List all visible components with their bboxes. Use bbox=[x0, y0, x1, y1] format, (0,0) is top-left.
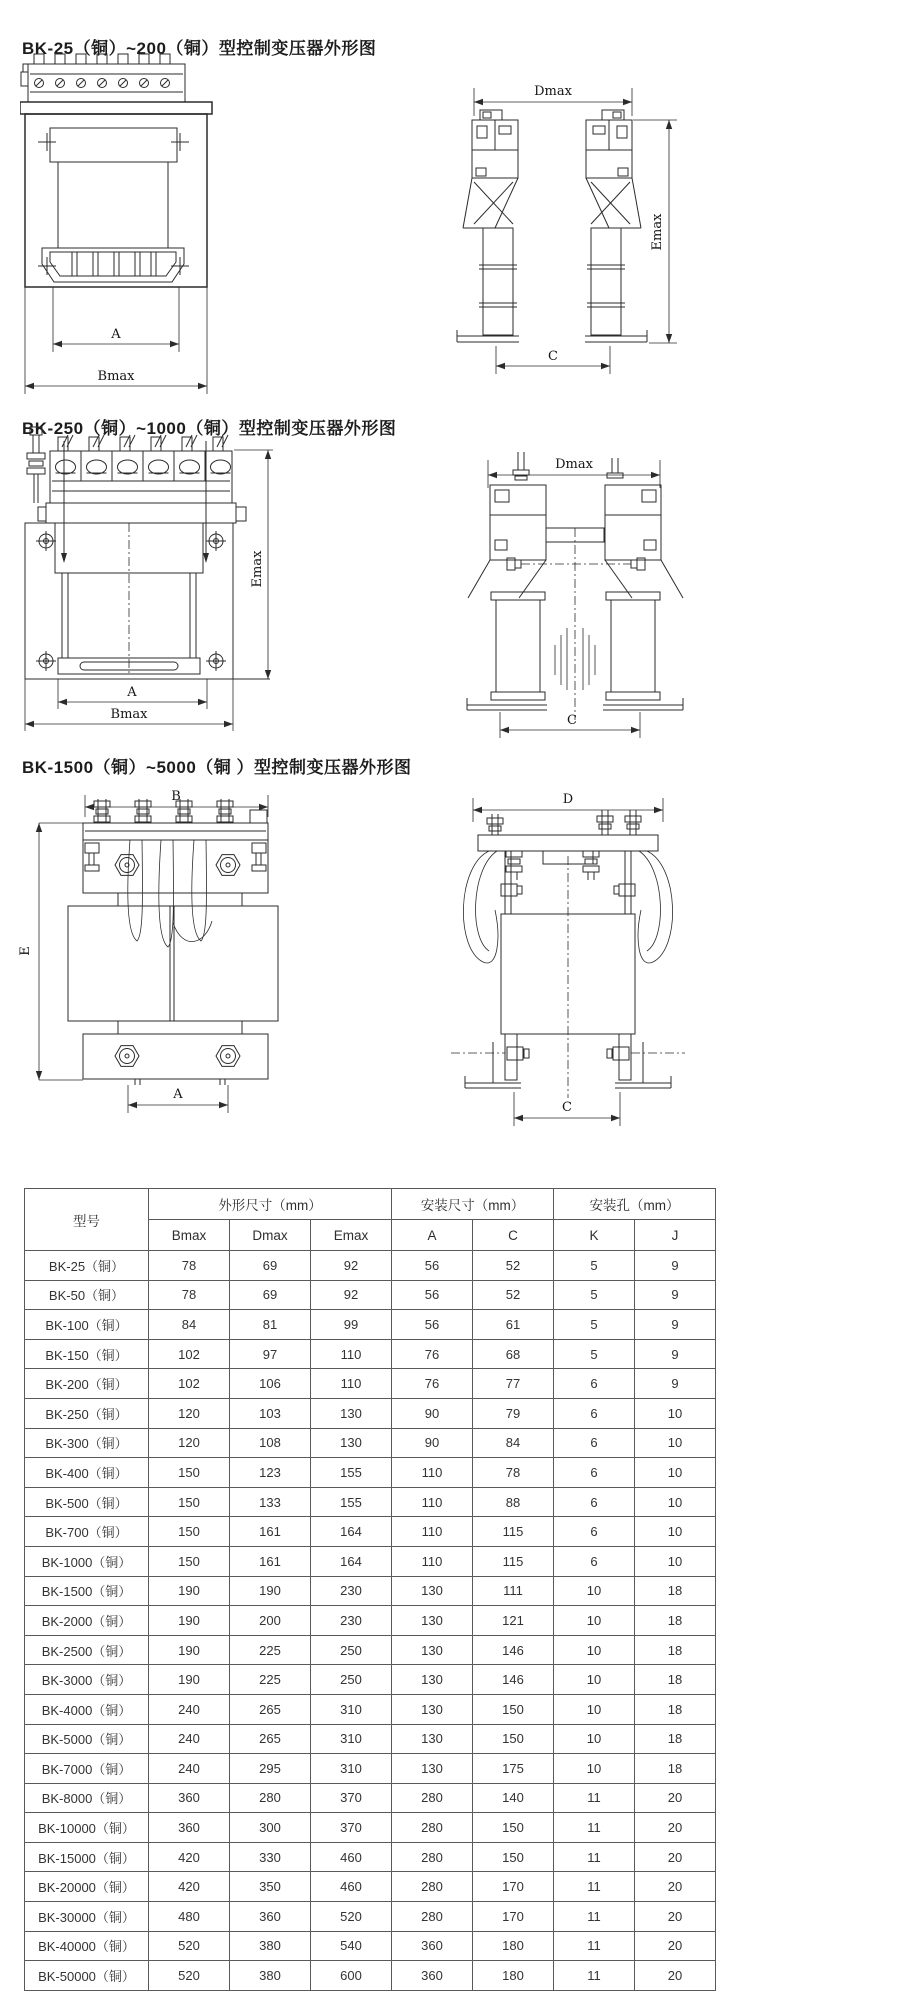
model-cell: BK-700（铜） bbox=[25, 1517, 149, 1547]
value-cell: 150 bbox=[149, 1458, 230, 1488]
value-cell: 520 bbox=[311, 1902, 392, 1932]
col-header-dmax: Dmax bbox=[230, 1220, 311, 1251]
table-row bbox=[25, 1280, 716, 1310]
value-cell: 380 bbox=[230, 1961, 311, 1991]
left-lamination-column bbox=[457, 110, 519, 342]
value-cell: 146 bbox=[473, 1665, 554, 1695]
dimension-c bbox=[514, 1092, 620, 1126]
value-cell: 130 bbox=[392, 1606, 473, 1636]
value-cell: 150 bbox=[473, 1813, 554, 1843]
s3-front-view-drawing bbox=[15, 783, 315, 1121]
value-cell: 110 bbox=[311, 1339, 392, 1369]
value-cell: 97 bbox=[230, 1339, 311, 1369]
value-cell: 250 bbox=[311, 1635, 392, 1665]
value-cell: 78 bbox=[149, 1280, 230, 1310]
value-cell: 5 bbox=[554, 1251, 635, 1281]
value-cell: 18 bbox=[635, 1694, 716, 1724]
section-1-title: BK-25（铜）~200（铜）型控制变压器外形图 bbox=[22, 39, 377, 58]
table-row bbox=[25, 1428, 716, 1458]
table-row bbox=[25, 1872, 716, 1902]
value-cell: 20 bbox=[635, 1783, 716, 1813]
model-cell: BK-300（铜） bbox=[25, 1428, 149, 1458]
model-cell: BK-50（铜） bbox=[25, 1280, 149, 1310]
value-cell: 161 bbox=[230, 1546, 311, 1576]
value-cell: 11 bbox=[554, 1961, 635, 1991]
value-cell: 110 bbox=[311, 1369, 392, 1399]
table-row bbox=[25, 1754, 716, 1784]
model-cell: BK-500（铜） bbox=[25, 1487, 149, 1517]
model-cell: BK-30000（铜） bbox=[25, 1902, 149, 1932]
col-header-model: 型号 bbox=[25, 1189, 149, 1251]
dimension-a bbox=[58, 679, 207, 709]
s1-front-view-drawing bbox=[20, 50, 240, 395]
value-cell: 115 bbox=[473, 1517, 554, 1547]
value-cell: 300 bbox=[230, 1813, 311, 1843]
group-header-mounting-holes: 安装孔（mm） bbox=[554, 1189, 716, 1220]
table-row bbox=[25, 1694, 716, 1724]
dimension-c bbox=[496, 346, 610, 374]
value-cell: 90 bbox=[392, 1428, 473, 1458]
value-cell: 115 bbox=[473, 1546, 554, 1576]
value-cell: 130 bbox=[392, 1694, 473, 1724]
value-cell: 10 bbox=[635, 1546, 716, 1576]
value-cell: 190 bbox=[230, 1576, 311, 1606]
value-cell: 106 bbox=[230, 1369, 311, 1399]
value-cell: 6 bbox=[554, 1517, 635, 1547]
value-cell: 110 bbox=[392, 1487, 473, 1517]
model-cell: BK-8000（铜） bbox=[25, 1783, 149, 1813]
s2-side-view-drawing bbox=[455, 440, 700, 740]
value-cell: 150 bbox=[149, 1546, 230, 1576]
value-cell: 52 bbox=[473, 1251, 554, 1281]
value-cell: 11 bbox=[554, 1842, 635, 1872]
body bbox=[501, 856, 635, 1098]
value-cell: 18 bbox=[635, 1576, 716, 1606]
terminal-block bbox=[27, 427, 246, 523]
table-row bbox=[25, 1487, 716, 1517]
value-cell: 130 bbox=[392, 1576, 473, 1606]
value-cell: 130 bbox=[311, 1428, 392, 1458]
value-cell: 600 bbox=[311, 1961, 392, 1991]
value-cell: 110 bbox=[392, 1517, 473, 1547]
model-cell: BK-3000（铜） bbox=[25, 1665, 149, 1695]
value-cell: 92 bbox=[311, 1251, 392, 1281]
model-cell: BK-25（铜） bbox=[25, 1251, 149, 1281]
value-cell: 6 bbox=[554, 1487, 635, 1517]
model-cell: BK-4000（铜） bbox=[25, 1694, 149, 1724]
dimension-table bbox=[24, 1188, 716, 1991]
value-cell: 161 bbox=[230, 1517, 311, 1547]
dim-label-c: C bbox=[548, 349, 558, 364]
bottom-clamp bbox=[83, 1034, 268, 1085]
value-cell: 280 bbox=[392, 1902, 473, 1932]
model-cell: BK-400（铜） bbox=[25, 1458, 149, 1488]
value-cell: 103 bbox=[230, 1398, 311, 1428]
model-cell: BK-10000（铜） bbox=[25, 1813, 149, 1843]
value-cell: 190 bbox=[149, 1606, 230, 1636]
dim-label-dmax: Dmax bbox=[534, 84, 572, 99]
dimension-dmax bbox=[474, 84, 632, 116]
dimension-emax bbox=[633, 120, 677, 343]
table-body bbox=[25, 1251, 716, 1991]
dim-label-b: B bbox=[171, 789, 181, 804]
value-cell: 11 bbox=[554, 1931, 635, 1961]
value-cell: 9 bbox=[635, 1280, 716, 1310]
model-cell: BK-50000（铜） bbox=[25, 1961, 149, 1991]
value-cell: 310 bbox=[311, 1694, 392, 1724]
value-cell: 110 bbox=[392, 1458, 473, 1488]
value-cell: 120 bbox=[149, 1428, 230, 1458]
value-cell: 56 bbox=[392, 1280, 473, 1310]
value-cell: 18 bbox=[635, 1606, 716, 1636]
model-cell: BK-150（铜） bbox=[25, 1339, 149, 1369]
value-cell: 265 bbox=[230, 1724, 311, 1754]
value-cell: 10 bbox=[554, 1576, 635, 1606]
value-cell: 180 bbox=[473, 1931, 554, 1961]
value-cell: 76 bbox=[392, 1369, 473, 1399]
value-cell: 190 bbox=[149, 1635, 230, 1665]
group-header-outline-dims: 外形尺寸（mm） bbox=[149, 1189, 392, 1220]
value-cell: 360 bbox=[149, 1813, 230, 1843]
value-cell: 111 bbox=[473, 1576, 554, 1606]
terminal-block bbox=[21, 54, 185, 102]
section-2-title: BK-250（铜）~1000（铜）型控制变压器外形图 bbox=[22, 419, 397, 438]
value-cell: 9 bbox=[635, 1369, 716, 1399]
value-cell: 175 bbox=[473, 1754, 554, 1784]
table-row bbox=[25, 1606, 716, 1636]
value-cell: 81 bbox=[230, 1310, 311, 1340]
dim-label-bmax: Bmax bbox=[110, 707, 148, 722]
value-cell: 99 bbox=[311, 1310, 392, 1340]
value-cell: 20 bbox=[635, 1813, 716, 1843]
dim-label-a: A bbox=[173, 1087, 183, 1102]
value-cell: 164 bbox=[311, 1546, 392, 1576]
value-cell: 11 bbox=[554, 1902, 635, 1932]
value-cell: 370 bbox=[311, 1813, 392, 1843]
value-cell: 6 bbox=[554, 1546, 635, 1576]
value-cell: 56 bbox=[392, 1251, 473, 1281]
value-cell: 480 bbox=[149, 1902, 230, 1932]
value-cell: 420 bbox=[149, 1872, 230, 1902]
value-cell: 18 bbox=[635, 1754, 716, 1784]
value-cell: 10 bbox=[554, 1635, 635, 1665]
value-cell: 310 bbox=[311, 1754, 392, 1784]
value-cell: 460 bbox=[311, 1872, 392, 1902]
value-cell: 69 bbox=[230, 1251, 311, 1281]
s1-side-view-drawing bbox=[455, 60, 690, 380]
value-cell: 78 bbox=[473, 1458, 554, 1488]
value-cell: 170 bbox=[473, 1902, 554, 1932]
value-cell: 10 bbox=[635, 1487, 716, 1517]
value-cell: 230 bbox=[311, 1606, 392, 1636]
value-cell: 108 bbox=[230, 1428, 311, 1458]
value-cell: 6 bbox=[554, 1458, 635, 1488]
model-cell: BK-1000（铜） bbox=[25, 1546, 149, 1576]
value-cell: 460 bbox=[311, 1842, 392, 1872]
value-cell: 20 bbox=[635, 1902, 716, 1932]
model-cell: BK-40000（铜） bbox=[25, 1931, 149, 1961]
table-row bbox=[25, 1339, 716, 1369]
value-cell: 11 bbox=[554, 1783, 635, 1813]
value-cell: 240 bbox=[149, 1694, 230, 1724]
value-cell: 6 bbox=[554, 1428, 635, 1458]
value-cell: 6 bbox=[554, 1369, 635, 1399]
value-cell: 280 bbox=[392, 1872, 473, 1902]
value-cell: 295 bbox=[230, 1754, 311, 1784]
value-cell: 280 bbox=[392, 1813, 473, 1843]
s2-front-view-drawing bbox=[20, 423, 290, 735]
value-cell: 10 bbox=[554, 1724, 635, 1754]
model-cell: BK-2500（铜） bbox=[25, 1635, 149, 1665]
table-row bbox=[25, 1576, 716, 1606]
dimension-e bbox=[18, 823, 83, 1080]
value-cell: 380 bbox=[230, 1931, 311, 1961]
value-cell: 11 bbox=[554, 1813, 635, 1843]
table-row bbox=[25, 1398, 716, 1428]
value-cell: 310 bbox=[311, 1724, 392, 1754]
table-row bbox=[25, 1635, 716, 1665]
value-cell: 10 bbox=[554, 1606, 635, 1636]
table-row bbox=[25, 1961, 716, 1991]
value-cell: 180 bbox=[473, 1961, 554, 1991]
value-cell: 9 bbox=[635, 1339, 716, 1369]
value-cell: 84 bbox=[149, 1310, 230, 1340]
coil-bobbins bbox=[491, 592, 660, 700]
dim-label-c: C bbox=[567, 713, 577, 728]
value-cell: 250 bbox=[311, 1665, 392, 1695]
value-cell: 20 bbox=[635, 1961, 716, 1991]
model-cell: BK-1500（铜） bbox=[25, 1576, 149, 1606]
dim-label-emax: Emax bbox=[650, 213, 665, 251]
value-cell: 280 bbox=[392, 1842, 473, 1872]
value-cell: 20 bbox=[635, 1931, 716, 1961]
value-cell: 150 bbox=[473, 1694, 554, 1724]
value-cell: 10 bbox=[635, 1428, 716, 1458]
value-cell: 11 bbox=[554, 1872, 635, 1902]
value-cell: 20 bbox=[635, 1842, 716, 1872]
value-cell: 190 bbox=[149, 1665, 230, 1695]
section-3-title: BK-1500（铜）~5000（铜 ）型控制变压器外形图 bbox=[22, 758, 412, 777]
hold-down-bolts bbox=[61, 441, 209, 563]
value-cell: 77 bbox=[473, 1369, 554, 1399]
value-cell: 146 bbox=[473, 1635, 554, 1665]
value-cell: 10 bbox=[554, 1694, 635, 1724]
dim-label-c: C bbox=[562, 1100, 572, 1115]
dimension-c bbox=[500, 712, 640, 738]
value-cell: 130 bbox=[392, 1724, 473, 1754]
table-row bbox=[25, 1724, 716, 1754]
group-header-mounting-dims: 安装尺寸（mm） bbox=[392, 1189, 554, 1220]
value-cell: 520 bbox=[149, 1961, 230, 1991]
value-cell: 520 bbox=[149, 1931, 230, 1961]
value-cell: 133 bbox=[230, 1487, 311, 1517]
value-cell: 164 bbox=[311, 1517, 392, 1547]
s3-side-view-drawing bbox=[443, 788, 693, 1138]
table-row bbox=[25, 1251, 716, 1281]
model-cell: BK-7000（铜） bbox=[25, 1754, 149, 1784]
value-cell: 360 bbox=[230, 1902, 311, 1932]
value-cell: 225 bbox=[230, 1665, 311, 1695]
col-header-k: K bbox=[554, 1220, 635, 1251]
model-cell: BK-2000（铜） bbox=[25, 1606, 149, 1636]
value-cell: 540 bbox=[311, 1931, 392, 1961]
col-header-emax: Emax bbox=[311, 1220, 392, 1251]
value-cell: 130 bbox=[392, 1665, 473, 1695]
value-cell: 84 bbox=[473, 1428, 554, 1458]
value-cell: 92 bbox=[311, 1280, 392, 1310]
value-cell: 10 bbox=[635, 1398, 716, 1428]
value-cell: 155 bbox=[311, 1487, 392, 1517]
value-cell: 68 bbox=[473, 1339, 554, 1369]
table-row bbox=[25, 1931, 716, 1961]
value-cell: 130 bbox=[311, 1398, 392, 1428]
value-cell: 240 bbox=[149, 1754, 230, 1784]
top-clamp-assembly bbox=[83, 799, 268, 893]
dim-label-bmax: Bmax bbox=[97, 369, 135, 384]
value-cell: 370 bbox=[311, 1783, 392, 1813]
value-cell: 110 bbox=[392, 1546, 473, 1576]
table-row bbox=[25, 1842, 716, 1872]
value-cell: 5 bbox=[554, 1310, 635, 1340]
core-and-coil bbox=[42, 128, 184, 282]
value-cell: 360 bbox=[392, 1961, 473, 1991]
value-cell: 10 bbox=[554, 1665, 635, 1695]
dimension-a bbox=[53, 287, 179, 352]
value-cell: 78 bbox=[149, 1251, 230, 1281]
table-row bbox=[25, 1546, 716, 1576]
value-cell: 79 bbox=[473, 1398, 554, 1428]
top-brackets bbox=[468, 452, 683, 720]
value-cell: 230 bbox=[311, 1576, 392, 1606]
model-cell: BK-20000（铜） bbox=[25, 1872, 149, 1902]
col-header-c: C bbox=[473, 1220, 554, 1251]
table-row bbox=[25, 1783, 716, 1813]
dim-label-dmax: Dmax bbox=[555, 457, 593, 472]
value-cell: 18 bbox=[635, 1635, 716, 1665]
right-lamination-column bbox=[585, 110, 647, 342]
value-cell: 170 bbox=[473, 1872, 554, 1902]
value-cell: 90 bbox=[392, 1398, 473, 1428]
value-cell: 120 bbox=[149, 1398, 230, 1428]
model-cell: BK-200（铜） bbox=[25, 1369, 149, 1399]
dim-label-a: A bbox=[111, 327, 121, 342]
value-cell: 225 bbox=[230, 1635, 311, 1665]
value-cell: 360 bbox=[149, 1783, 230, 1813]
value-cell: 190 bbox=[149, 1576, 230, 1606]
col-header-bmax: Bmax bbox=[149, 1220, 230, 1251]
value-cell: 5 bbox=[554, 1280, 635, 1310]
value-cell: 56 bbox=[392, 1310, 473, 1340]
value-cell: 18 bbox=[635, 1724, 716, 1754]
table-row bbox=[25, 1517, 716, 1547]
table-row bbox=[25, 1369, 716, 1399]
value-cell: 9 bbox=[635, 1310, 716, 1340]
dimension-dmax bbox=[488, 457, 660, 488]
value-cell: 140 bbox=[473, 1783, 554, 1813]
dim-label-a: A bbox=[127, 685, 137, 700]
model-cell: BK-250（铜） bbox=[25, 1398, 149, 1428]
value-cell: 121 bbox=[473, 1606, 554, 1636]
table-row bbox=[25, 1310, 716, 1340]
mounting-plate bbox=[20, 102, 212, 287]
core-and-coil bbox=[55, 523, 203, 675]
value-cell: 350 bbox=[230, 1872, 311, 1902]
value-cell: 330 bbox=[230, 1842, 311, 1872]
value-cell: 10 bbox=[554, 1754, 635, 1784]
value-cell: 20 bbox=[635, 1872, 716, 1902]
value-cell: 360 bbox=[392, 1931, 473, 1961]
value-cell: 102 bbox=[149, 1369, 230, 1399]
value-cell: 61 bbox=[473, 1310, 554, 1340]
value-cell: 10 bbox=[635, 1458, 716, 1488]
value-cell: 130 bbox=[392, 1635, 473, 1665]
table-row bbox=[25, 1813, 716, 1843]
model-cell: BK-5000（铜） bbox=[25, 1724, 149, 1754]
value-cell: 102 bbox=[149, 1339, 230, 1369]
dimension-a bbox=[128, 1085, 228, 1113]
value-cell: 280 bbox=[230, 1783, 311, 1813]
value-cell: 150 bbox=[473, 1842, 554, 1872]
table-row bbox=[25, 1665, 716, 1695]
table-row bbox=[25, 1458, 716, 1488]
value-cell: 69 bbox=[230, 1280, 311, 1310]
value-cell: 130 bbox=[392, 1754, 473, 1784]
col-header-a: A bbox=[392, 1220, 473, 1251]
value-cell: 123 bbox=[230, 1458, 311, 1488]
value-cell: 150 bbox=[149, 1517, 230, 1547]
value-cell: 240 bbox=[149, 1724, 230, 1754]
value-cell: 76 bbox=[392, 1339, 473, 1369]
dim-label-d: D bbox=[562, 792, 574, 807]
dim-label-e: E bbox=[18, 946, 33, 956]
value-cell: 6 bbox=[554, 1398, 635, 1428]
value-cell: 150 bbox=[473, 1724, 554, 1754]
value-cell: 265 bbox=[230, 1694, 311, 1724]
value-cell: 9 bbox=[635, 1251, 716, 1281]
value-cell: 420 bbox=[149, 1842, 230, 1872]
model-cell: BK-15000（铜） bbox=[25, 1842, 149, 1872]
value-cell: 5 bbox=[554, 1339, 635, 1369]
table-row bbox=[25, 1902, 716, 1932]
dim-label-emax: Emax bbox=[250, 550, 265, 588]
col-header-j: J bbox=[635, 1220, 716, 1251]
value-cell: 200 bbox=[230, 1606, 311, 1636]
value-cell: 150 bbox=[149, 1487, 230, 1517]
value-cell: 88 bbox=[473, 1487, 554, 1517]
model-cell: BK-100（铜） bbox=[25, 1310, 149, 1340]
dimension-emax bbox=[234, 450, 273, 679]
value-cell: 280 bbox=[392, 1783, 473, 1813]
value-cell: 10 bbox=[635, 1517, 716, 1547]
value-cell: 52 bbox=[473, 1280, 554, 1310]
value-cell: 155 bbox=[311, 1458, 392, 1488]
value-cell: 18 bbox=[635, 1665, 716, 1695]
